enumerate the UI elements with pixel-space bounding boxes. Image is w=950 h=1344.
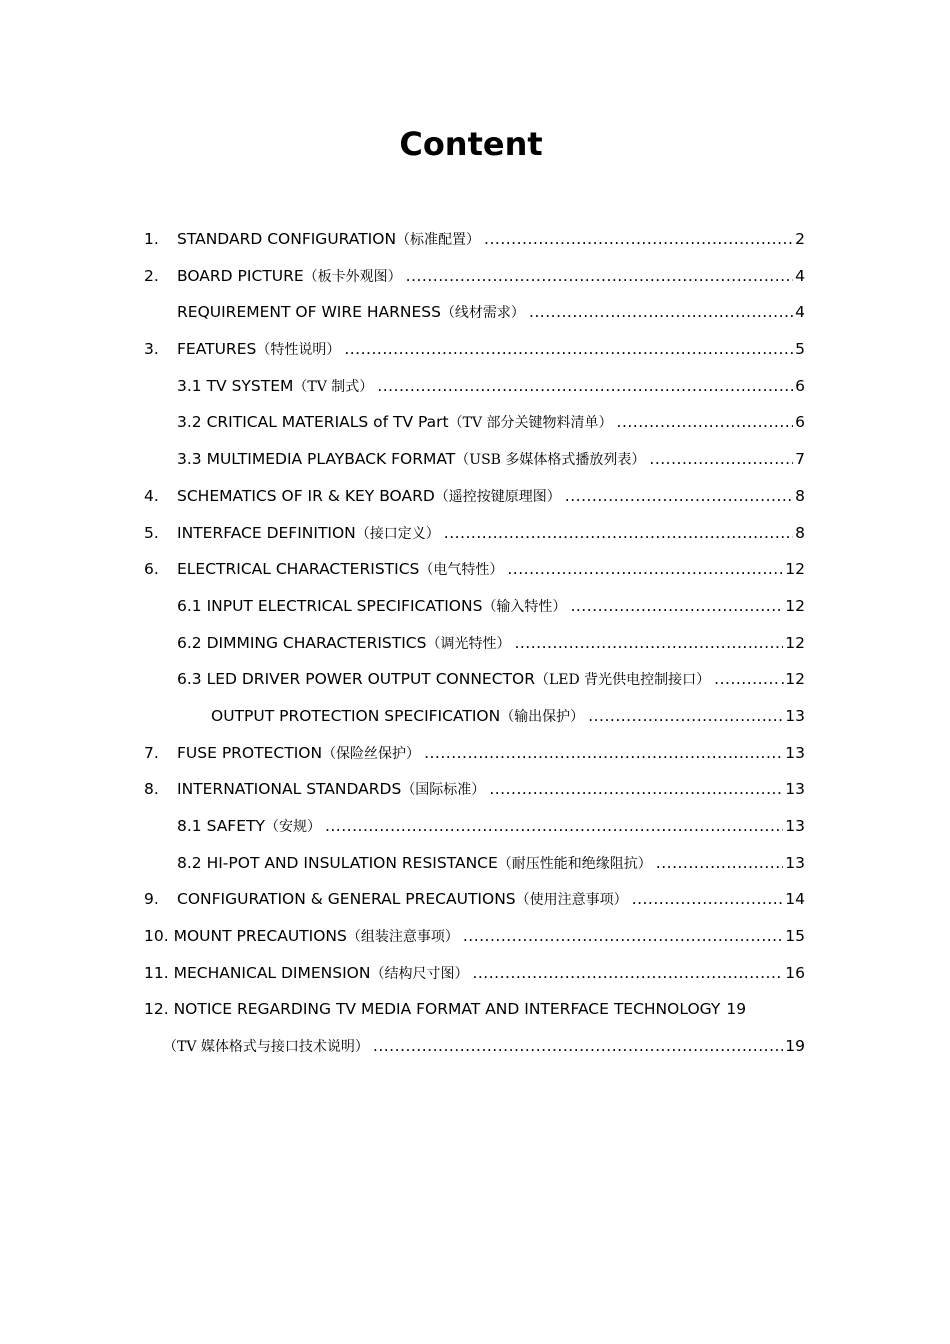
toc-entry <box>177 589 805 624</box>
toc-chinese-label: （使用注意事项） <box>515 892 628 909</box>
toc-chinese-label: （耐压性能和绝缘阻抗） <box>497 855 652 872</box>
toc-entry <box>177 516 805 551</box>
toc-entry <box>177 442 805 477</box>
toc-entry <box>144 992 805 1026</box>
toc-entry <box>177 626 805 661</box>
toc-leader-dots <box>406 259 793 293</box>
toc-entry <box>144 956 805 991</box>
toc-page-number: 8 <box>795 486 805 505</box>
toc-label: 3.3 MULTIMEDIA PLAYBACK FORMAT <box>177 450 456 469</box>
toc-label: BOARD PICTURE <box>177 266 304 285</box>
toc-label: 6.2 DIMMING CHARACTERISTICS <box>177 633 427 652</box>
toc-number: 6. <box>144 560 159 579</box>
table-of-contents <box>0 222 950 1066</box>
toc-leader-dots <box>472 956 783 990</box>
toc-page-number: 6 <box>795 413 805 432</box>
toc-number: 3. <box>144 340 159 359</box>
toc-leader-dots <box>570 589 783 623</box>
toc-chinese-label: （输入特性） <box>482 598 567 615</box>
toc-page-number: .12 <box>780 670 805 689</box>
toc-row[interactable] <box>0 772 950 809</box>
toc-page-number: 8 <box>795 523 805 542</box>
toc-page-number: 12 <box>785 596 805 615</box>
toc-chinese-label: （接口定义） <box>355 525 440 542</box>
toc-entry <box>177 736 805 771</box>
toc-page-number: 2 <box>795 230 805 248</box>
toc-entry <box>144 919 805 954</box>
toc-label: ELECTRICAL CHARACTERISTICS <box>177 560 420 579</box>
toc-row[interactable] <box>0 222 950 259</box>
toc-label: 3.1 TV SYSTEM <box>177 376 294 395</box>
toc-leader-dots <box>514 626 783 660</box>
toc-row[interactable] <box>0 479 950 516</box>
toc-entry <box>177 222 805 257</box>
toc-label: 11. MECHANICAL DIMENSION <box>144 963 371 982</box>
toc-leader-dots <box>588 699 783 733</box>
toc-chinese-label: （TV 媒体格式与接口技术说明） <box>163 1039 369 1056</box>
toc-leader-dots <box>325 809 783 843</box>
toc-leader-dots <box>617 405 794 439</box>
toc-entry <box>211 699 805 734</box>
toc-label: CONFIGURATION & GENERAL PRECAUTIONS <box>177 890 516 909</box>
toc-label: OUTPUT PROTECTION SPECIFICATION <box>211 706 501 725</box>
toc-page-number: 16 <box>785 963 805 982</box>
page-title: Content <box>399 125 543 163</box>
toc-chinese-label: （特性说明） <box>256 342 341 359</box>
toc-page-number: 13 <box>785 780 805 799</box>
toc-label: 6.1 INPUT ELECTRICAL SPECIFICATIONS <box>177 596 483 615</box>
toc-entry <box>177 259 805 294</box>
toc-leader-dots <box>444 516 793 550</box>
toc-entry <box>163 1029 805 1064</box>
toc-page-number: 12 <box>785 633 805 652</box>
toc-row[interactable] <box>0 442 950 479</box>
toc-number: 4. <box>144 486 159 505</box>
toc-label: 3.2 CRITICAL MATERIALS of TV Part <box>177 413 449 432</box>
toc-row[interactable] <box>0 332 950 369</box>
toc-entry <box>177 882 805 917</box>
toc-page-number: 13 <box>785 706 805 725</box>
toc-chinese-label: （安规） <box>264 819 321 835</box>
toc-label: FEATURES <box>177 340 257 359</box>
toc-label: FUSE PROTECTION <box>177 743 323 762</box>
toc-number: 8. <box>144 780 159 799</box>
toc-leader-dots <box>489 772 783 806</box>
toc-chinese-label: （USB 多媒体格式播放列表） <box>455 452 646 469</box>
toc-number: 7. <box>144 743 159 762</box>
toc-chinese-label: （标准配置） <box>396 232 481 248</box>
toc-label: 10. MOUNT PRECAUTIONS <box>144 927 347 946</box>
toc-chinese-label: （TV 部分关键物料清单） <box>448 415 613 432</box>
toc-chinese-label: （遥控按键原理图） <box>434 488 561 505</box>
toc-row[interactable] <box>0 699 950 736</box>
toc-leader-dots <box>649 442 793 476</box>
toc-leader-dots <box>424 736 783 770</box>
toc-label: INTERFACE DEFINITION <box>177 523 356 542</box>
toc-row[interactable] <box>0 809 950 846</box>
toc-number: 9. <box>144 890 159 909</box>
toc-label: 6.3 LED DRIVER POWER OUTPUT CONNECTOR <box>177 670 535 689</box>
toc-row[interactable] <box>0 956 950 993</box>
toc-row[interactable] <box>0 1029 950 1066</box>
toc-number: 5. <box>144 523 159 542</box>
toc-row[interactable] <box>0 259 950 296</box>
toc-label: STANDARD CONFIGURATION <box>177 230 397 248</box>
toc-label: 8.2 HI-POT AND INSULATION RESISTANCE <box>177 853 498 872</box>
toc-number: 2. <box>144 266 159 285</box>
toc-number: 1. <box>144 230 159 248</box>
toc-leader-dots <box>656 846 783 880</box>
toc-row[interactable] <box>0 846 950 883</box>
toc-chinese-label: （TV 制式） <box>293 378 374 395</box>
toc-leader-dots <box>344 332 793 366</box>
toc-row[interactable] <box>0 882 950 919</box>
toc-row[interactable] <box>0 919 950 956</box>
toc-entry <box>177 295 805 330</box>
toc-chinese-label: （结构尺寸图） <box>370 965 469 982</box>
toc-entry <box>177 479 805 514</box>
toc-page-number: 4 <box>795 303 805 322</box>
toc-leader-dots <box>463 919 783 953</box>
toc-chinese-label: （线材需求） <box>440 305 525 322</box>
toc-leader-dots <box>484 222 793 256</box>
toc-page-number: 13 <box>785 817 805 835</box>
toc-leader-dots <box>377 369 793 403</box>
toc-row[interactable] <box>0 662 950 699</box>
toc-page-number: 13 <box>785 743 805 762</box>
toc-row[interactable] <box>0 736 950 773</box>
toc-page-number: 15 <box>785 927 805 946</box>
toc-row[interactable] <box>0 589 950 626</box>
toc-row[interactable] <box>0 369 950 406</box>
toc-page-number: 6 <box>795 376 805 395</box>
toc-page-number: 14 <box>785 890 805 909</box>
toc-page-number: 13 <box>785 853 805 872</box>
toc-chinese-label: （国际标准） <box>401 782 486 799</box>
toc-chinese-label: （输出保护） <box>500 708 585 725</box>
toc-page-number: 19 <box>785 1037 805 1056</box>
toc-label: INTERNATIONAL STANDARDS <box>177 780 402 799</box>
toc-chinese-label: （调光特性） <box>426 635 511 652</box>
toc-entry <box>177 552 805 587</box>
toc-leader-dots <box>529 295 793 329</box>
toc-label: SCHEMATICS OF IR & KEY BOARD <box>177 486 435 505</box>
toc-entry <box>177 369 805 404</box>
toc-label: 8.1 SAFETY <box>177 817 265 835</box>
toc-row[interactable] <box>0 626 950 663</box>
toc-entry <box>177 405 805 440</box>
toc-page-number: 12 <box>785 560 805 579</box>
toc-chinese-label: （组装注意事项） <box>346 929 459 946</box>
toc-label: 12. NOTICE REGARDING TV MEDIA FORMAT AND INTERFACE TECHNOLOGY <box>144 1000 721 1019</box>
toc-label: REQUIREMENT OF WIRE HARNESS <box>177 303 441 322</box>
toc-page-number: 7 <box>795 450 805 469</box>
toc-page-number: 5 <box>795 340 805 359</box>
toc-page-number: 4 <box>795 266 805 285</box>
toc-row[interactable] <box>0 516 950 553</box>
toc-chinese-label: （LED 背光供电控制接口） <box>534 672 711 689</box>
toc-row[interactable] <box>0 405 950 442</box>
toc-page-number: 19 <box>726 1000 747 1019</box>
toc-entry <box>177 662 805 697</box>
toc-leader-dots <box>565 479 793 513</box>
toc-leader-dots <box>714 662 778 696</box>
toc-chinese-label: （保险丝保护） <box>322 745 421 762</box>
toc-entry <box>177 332 805 367</box>
toc-leader-dots <box>507 552 783 586</box>
toc-entry <box>177 809 805 844</box>
toc-row[interactable] <box>0 992 950 1029</box>
toc-entry <box>177 772 805 807</box>
toc-leader-dots <box>632 882 784 916</box>
toc-chinese-label: （电气特性） <box>419 562 504 579</box>
toc-entry <box>177 846 805 881</box>
toc-leader-dots <box>373 1029 783 1063</box>
toc-row[interactable] <box>0 552 950 589</box>
toc-chinese-label: （板卡外观图） <box>303 268 402 285</box>
toc-row[interactable] <box>0 295 950 332</box>
